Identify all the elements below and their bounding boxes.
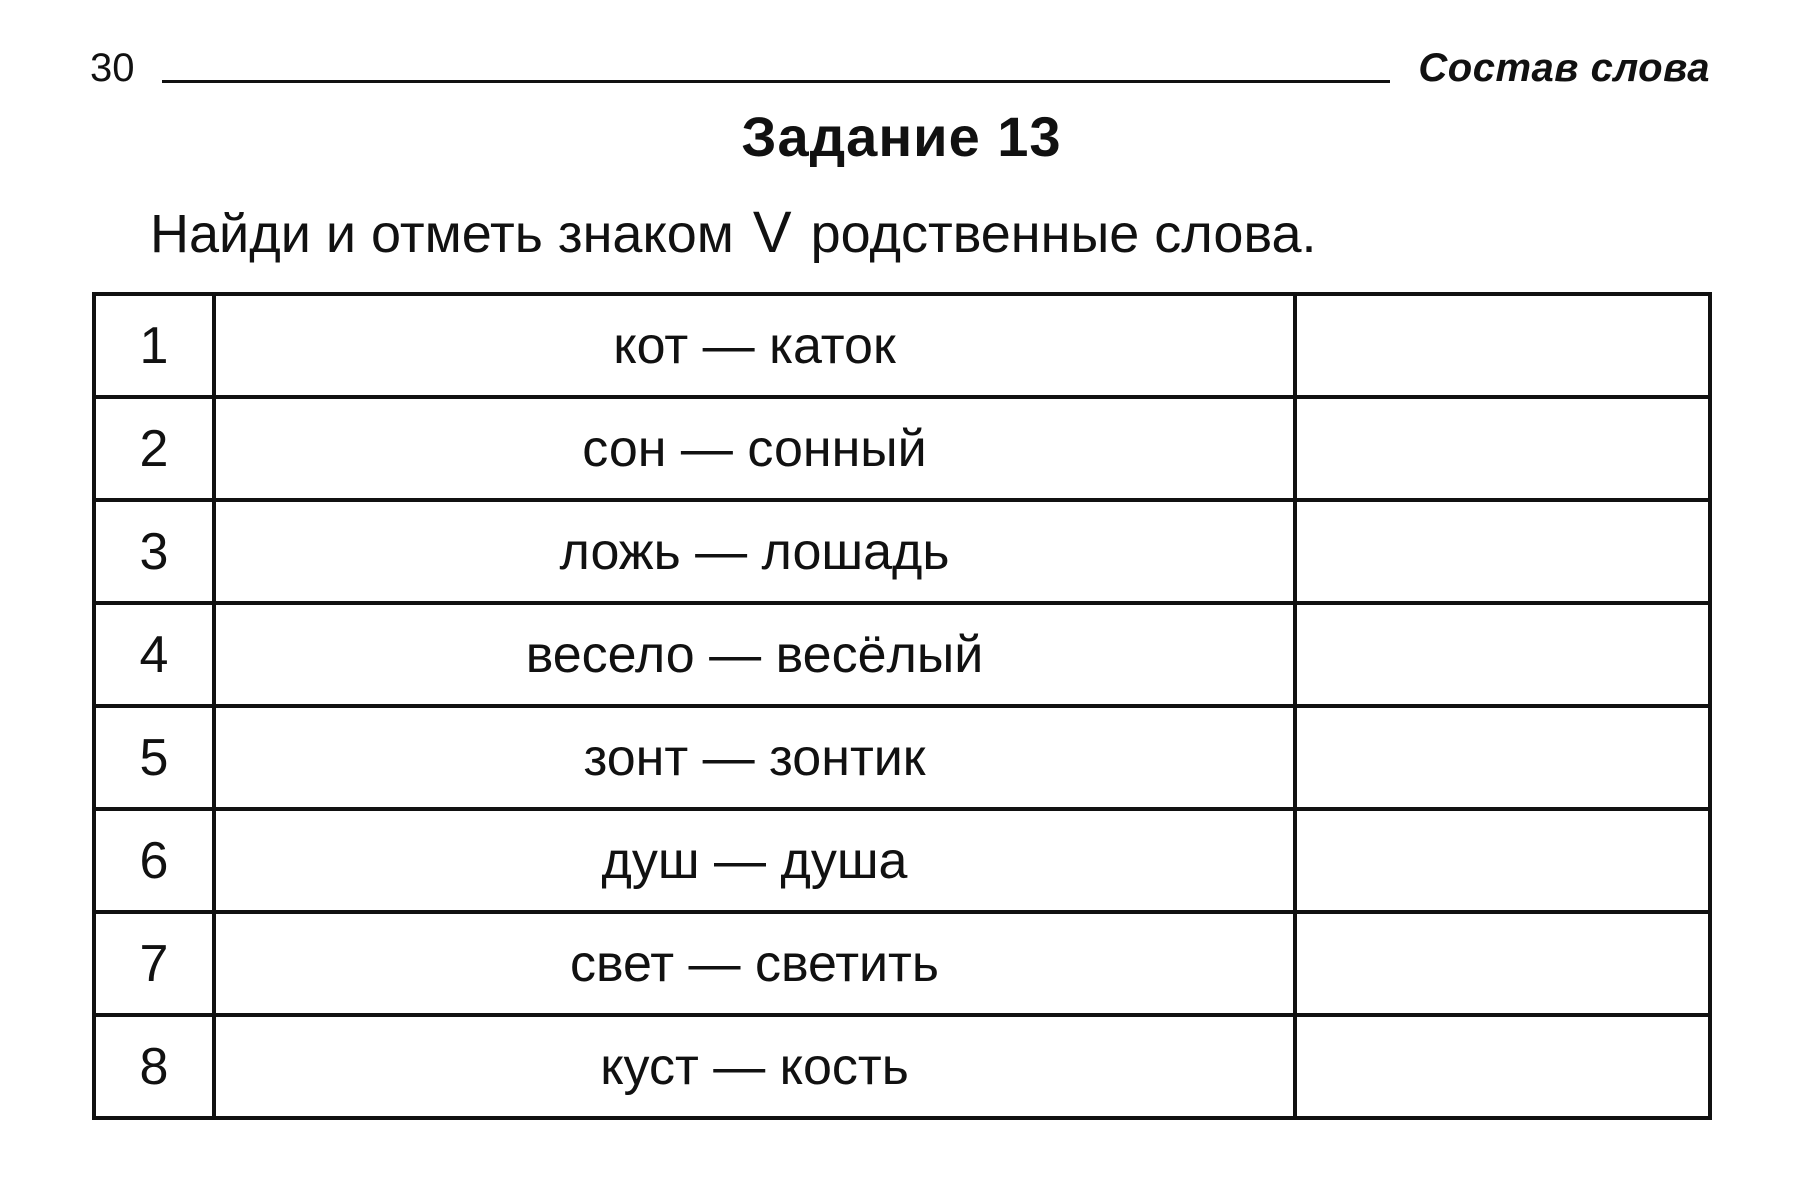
row-number: 2 <box>94 397 214 500</box>
answer-cell[interactable] <box>1295 500 1710 603</box>
word-pair: кот — каток <box>214 294 1295 397</box>
table-row <box>94 912 1710 1015</box>
answer-cell[interactable] <box>1295 706 1710 809</box>
header-rule <box>162 80 1390 83</box>
row-number: 7 <box>94 912 214 1015</box>
table-row <box>94 1015 1710 1118</box>
instruction-text-start: Найди и отметь знаком <box>150 204 734 264</box>
answer-cell[interactable] <box>1295 912 1710 1015</box>
task-title: Задание 13 <box>741 105 1062 168</box>
row-number: 3 <box>94 500 214 603</box>
word-pair: куст — кость <box>214 1015 1295 1118</box>
row-number: 8 <box>94 1015 214 1118</box>
check-mark-symbol: V <box>752 200 792 265</box>
word-pair: ложь — лошадь <box>214 500 1295 603</box>
word-pair: сон — сонный <box>214 397 1295 500</box>
page-number: 30 <box>90 46 135 90</box>
table-row <box>94 500 1710 603</box>
answer-cell[interactable] <box>1295 809 1710 912</box>
word-pair: весело — весёлый <box>214 603 1295 706</box>
answer-cell[interactable] <box>1295 294 1710 397</box>
table-row <box>94 706 1710 809</box>
row-number: 5 <box>94 706 214 809</box>
row-number: 1 <box>94 294 214 397</box>
instruction-text-end: родственные слова. <box>810 204 1317 264</box>
word-pairs-table <box>92 292 1712 1120</box>
word-pair: свет — светить <box>214 912 1295 1015</box>
table-row <box>94 397 1710 500</box>
answer-cell[interactable] <box>1295 1015 1710 1118</box>
answer-cell[interactable] <box>1295 603 1710 706</box>
section-title: Состав слова <box>1418 46 1710 90</box>
row-number: 6 <box>94 809 214 912</box>
table-row <box>94 294 1710 397</box>
row-number: 4 <box>94 603 214 706</box>
table-row <box>94 809 1710 912</box>
word-pair: душ — душа <box>214 809 1295 912</box>
table-row <box>94 603 1710 706</box>
instruction <box>150 200 1317 267</box>
answer-cell[interactable] <box>1295 397 1710 500</box>
word-pair: зонт — зонтик <box>214 706 1295 809</box>
